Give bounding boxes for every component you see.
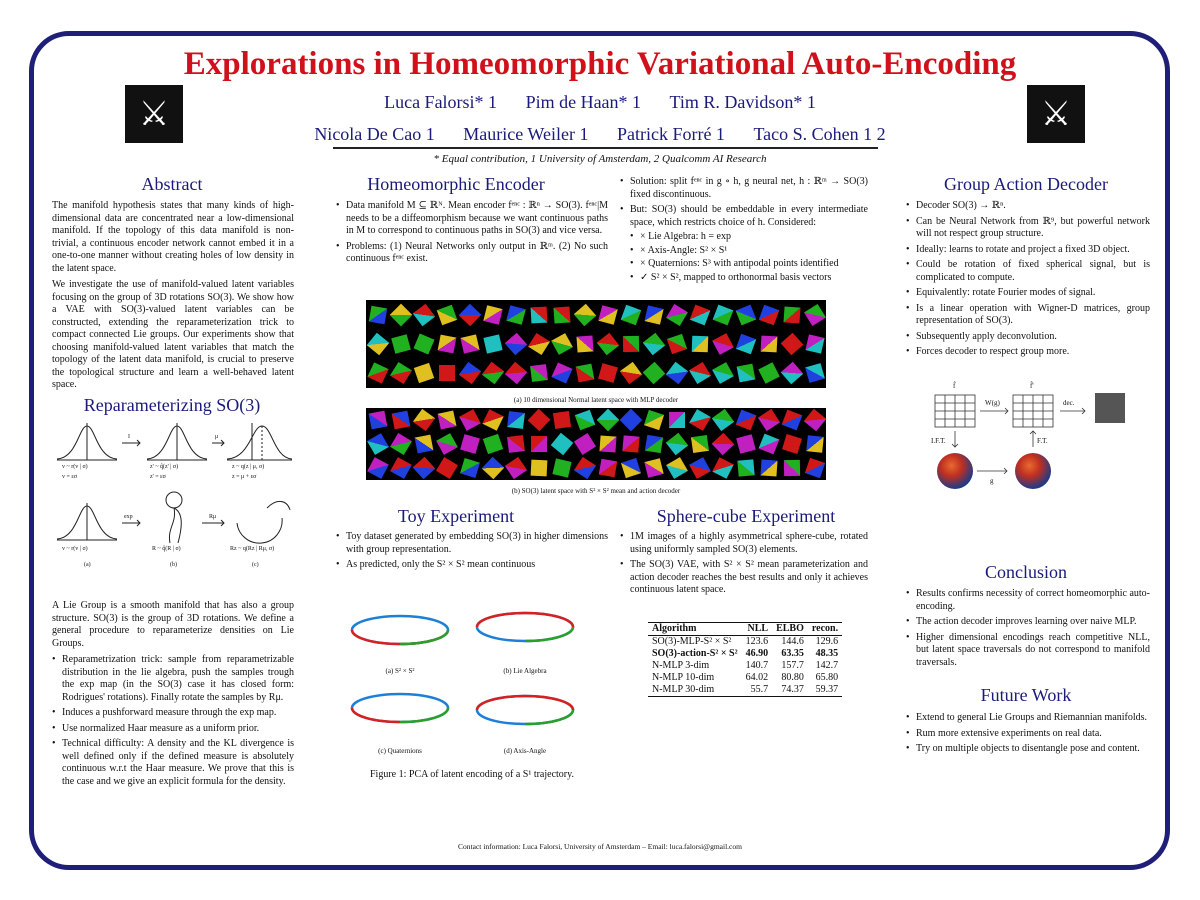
diagram-label: F.T.: [1037, 437, 1048, 445]
table-cell: 59.37: [815, 684, 839, 695]
latent-sample: [711, 409, 733, 431]
column-header: NLL: [747, 623, 769, 634]
spherical-signal: [937, 453, 973, 489]
latent-grid-b-caption: (b) SO(3) latent space with S² × S² mean and action decoder: [511, 487, 681, 495]
table-cell: 144.6: [781, 636, 804, 647]
latent-sample: [711, 433, 734, 456]
latent-sample: [735, 334, 756, 355]
rotated-spherical-signal: [1015, 453, 1051, 489]
abstract-paragraph: We investigate the use of manifold-valued latent variables focusing on the group of 3D rotations SO(3). We show how a VAE with SO(3)-valued latent variables can be constructed, extending the reparameterization trick to compact connected Lie groups. Our experiments show that choosing manifold-valued latent variables that match the topology of the latent data manifold, is crucial to preserve the topological structure and learn a well-behaved latent space.: [52, 279, 294, 390]
reparam-arrow-label: exp: [124, 514, 133, 520]
abstract-body: [52, 200, 294, 392]
reparam-panel-label: (a): [84, 562, 91, 568]
toy-heading: Toy Experiment: [397, 506, 515, 526]
table-cell: 55.7: [750, 684, 769, 695]
table-cell: 142.7: [815, 660, 839, 671]
latent-sample: [366, 333, 389, 356]
title-rule: [333, 147, 878, 149]
table-cell: SO(3)-action-S² × S²: [652, 648, 738, 659]
bullet-item: • Use normalized Haar measure as a uniform prior.: [52, 723, 294, 736]
latent-sample: [389, 303, 412, 326]
table-cell: 65.80: [815, 672, 839, 683]
table-row: [648, 636, 842, 649]
table-cell: 140.7: [745, 660, 769, 671]
bullet-item: • Can be Neural Network from ℝ⁹, but powerful network will not respect group structure.: [906, 216, 1150, 241]
reparam-label: Rz ~ q(Rz | Rμ, σ): [230, 546, 275, 552]
table-row: [648, 672, 842, 684]
reparam-bullets: [52, 654, 294, 788]
author: Tim R. Davidson* 1: [669, 92, 816, 112]
latent-sample: [551, 333, 573, 355]
latent-sample: [367, 433, 389, 455]
latent-sample: [506, 305, 526, 325]
decoder-body: [906, 200, 1150, 362]
latent-sample: [690, 435, 708, 453]
latent-sample: [507, 435, 525, 453]
column-header: recon.: [811, 623, 839, 634]
latent-sample: [803, 304, 825, 326]
abstract-paragraph: The manifold hypothesis states that many kinds of high-dimensional data are concentrated near a low-dimensional manifold. If the topology of this data manifold is non-trivial, a continuous encoder network cannot embed it in a one-to-one manner without creating holes of low density in the latent space.: [52, 200, 294, 274]
bullet-item: • Is a linear operation with Wigner-D matrices, group representation of SO(3).: [906, 303, 1150, 328]
latent-sample: [643, 410, 663, 430]
bullet-item: • Subsequently apply deconvolution.: [906, 331, 1150, 344]
diagram-label: f̂': [1030, 382, 1034, 390]
latent-sample: [758, 434, 779, 455]
reparam-arrow-label: Rμ: [209, 514, 217, 520]
latent-sample: [805, 363, 825, 383]
latent-sample: [781, 410, 802, 431]
latent-sample: [504, 362, 527, 385]
latent-sample: [573, 303, 596, 326]
latent-sample: [644, 435, 662, 453]
bullet-item: • 1M images of a highly asymmetrical sphere-cube, rotated using uniformly sampled SO(3) elements.: [620, 531, 868, 556]
latent-sample: [460, 334, 479, 353]
latent-sample: [436, 457, 458, 479]
latent-sample: [780, 362, 803, 385]
latent-sample: [804, 458, 824, 478]
latent-sample: [437, 335, 456, 354]
author: Pim de Haan* 1: [525, 92, 642, 112]
toy-panel-label: (d) Axis-Angle: [503, 747, 547, 755]
latent-grid-b: [366, 408, 826, 480]
latent-sample: [665, 362, 687, 384]
reparam-label: z = μ + εσ: [232, 474, 257, 480]
latent-sample: [389, 362, 411, 384]
bullet-item: • Technical difficulty: A density and the KL divergence is well defined only if the defined measure is absolutely continuous w.r.t the Haar measure. We prove that this is the case and we give an explicit formula for the density.: [52, 738, 294, 788]
conclusion-heading: Conclusion: [984, 562, 1067, 582]
toy-panel-label: (b) Lie Algebra: [503, 667, 547, 675]
latent-sample: [575, 364, 594, 383]
latent-sample: [551, 363, 572, 384]
reparam-diagram: [52, 418, 302, 578]
latent-sample: [530, 364, 548, 382]
latent-sample: [666, 304, 688, 326]
author: Patrick Forré 1: [616, 124, 725, 144]
bullet-item: • Rum more extensive experiments on real data.: [906, 728, 1150, 741]
latent-sample: [598, 363, 618, 383]
table-cell: 48.35: [815, 648, 839, 659]
reparam-label: z ~ q(z | μ, σ): [232, 464, 265, 470]
bullet-item: • Problems: (1) Neural Networks only output in ℝᵐ. (2) No such continuous fᵉⁿᶜ exist.: [336, 241, 608, 266]
latent-sample: [550, 433, 573, 456]
bullet-item: • Try on multiple objects to disentangle pose and content.: [906, 743, 1150, 756]
latent-sample: [530, 306, 547, 323]
bullet-item: • Data manifold M ⊆ ℝᴺ. Mean encoder fᵉⁿᶜ : ℝⁿ → SO(3). fᵉⁿᶜ|M needs to be a diffeomorphism because we want continuous paths in M to correspond to continuous paths in SO(3) and vice versa.: [336, 200, 608, 238]
latent-sample: [504, 457, 526, 479]
toy-bullets: [336, 531, 608, 572]
latent-sample: [665, 433, 687, 455]
bullet-item: • Ideally: learns to rotate and project a fixed 3D object.: [906, 244, 1150, 257]
latent-sample: [644, 458, 663, 477]
latent-sample: [596, 409, 619, 432]
conclusion-bullets: [906, 588, 1150, 669]
latent-sample: [368, 411, 387, 430]
latent-sample: [552, 411, 570, 429]
latent-sample: [735, 410, 756, 431]
latent-sample: [458, 303, 481, 326]
table-cell: N-MLP 3-dim: [652, 660, 710, 671]
reparam-label: R ~ q̂(R | σ): [152, 546, 181, 552]
latent-sample: [598, 459, 617, 478]
table-row: [648, 660, 842, 672]
future-heading: Future Work: [980, 685, 1072, 705]
latent-sample: [689, 362, 711, 384]
latent-sample: [504, 333, 527, 356]
latent-sample: [619, 409, 642, 432]
reparam-label: v ~ r(v | σ): [62, 546, 88, 552]
decoded-image: [1095, 393, 1125, 423]
university-logo-left: ⚔: [125, 85, 183, 143]
latent-sample: [642, 362, 665, 385]
figure-caption: Figure 1: PCA of latent encoding of a S¹ trajectory.: [370, 769, 574, 780]
latent-sample: [368, 305, 387, 324]
latent-sample: [412, 303, 434, 325]
authors-row-2: [0, 124, 1200, 145]
latent-sample: [758, 363, 780, 385]
latent-sample: [391, 411, 410, 430]
reparam-panel-label: (c): [252, 562, 259, 568]
latent-sample: [482, 434, 502, 454]
latent-sample: [390, 433, 412, 455]
latent-sample: [573, 433, 595, 455]
bullet-item: • The action decoder improves learning over naive MLP.: [906, 616, 1150, 629]
table-cell: 64.02: [745, 672, 769, 683]
latent-sample: [458, 362, 480, 384]
decoder-heading: Group Action Decoder: [944, 174, 1108, 194]
latent-sample: [527, 333, 549, 355]
latent-sample: [666, 334, 686, 354]
diagram-label: g: [990, 477, 994, 485]
latent-sample: [574, 410, 595, 431]
diagram-label: f̂: [953, 382, 956, 390]
latent-sample: [460, 434, 480, 454]
abstract-heading: Abstract: [141, 174, 203, 194]
latent-sample: [689, 457, 711, 479]
table-cell: 123.6: [745, 636, 769, 647]
latent-sample: [413, 363, 433, 383]
reparam-arrow-label: μ: [215, 434, 219, 440]
latent-sample: [737, 459, 754, 476]
reparam-heading: Reparameterizing SO(3): [83, 395, 261, 415]
sphere-heading: Sphere-cube Experiment: [656, 506, 836, 526]
latent-sample: [642, 333, 664, 355]
table-cell: N-MLP 30-dim: [652, 684, 715, 695]
latent-sample: [619, 362, 641, 384]
option-item: • × Axis-Angle: S² × S¹: [630, 245, 868, 258]
author: Luca Falorsi* 1: [384, 92, 498, 112]
latent-sample: [712, 333, 734, 355]
authors-row-1: [0, 92, 1200, 113]
latent-sample: [712, 304, 733, 325]
latent-sample: [573, 457, 595, 479]
latent-grid-a: [366, 300, 826, 388]
bullet-item: • Decoder SO(3) → ℝⁿ.: [906, 200, 1150, 213]
bullet-item: • Results confirms necessity of correct homeomorphic auto-encoding.: [906, 588, 1150, 613]
latent-sample: [760, 459, 777, 476]
latent-grid-a-caption: (a) 10 dimensional Normal latent space with MLP decoder: [513, 396, 679, 404]
latent-sample: [805, 334, 824, 353]
table-header-row: [648, 623, 842, 636]
encoder-bullets: [336, 200, 608, 266]
latent-sample: [803, 409, 826, 432]
option-item: • × Quaternions: S³ with antipodal points identified: [630, 258, 868, 271]
latent-sample: [367, 457, 389, 479]
latent-sample: [782, 434, 802, 454]
latent-sample: [806, 435, 824, 453]
bullet-item: • As predicted, only the S² × S² mean continuous: [336, 559, 608, 572]
table-cell: 46.90: [745, 648, 769, 659]
results-table: [648, 622, 842, 697]
latent-sample: [735, 304, 756, 325]
encoder-solution: [620, 176, 868, 287]
bullet-item: • Higher dimensional encodings reach competitive NLL, but latent space traversals do not correspond to manifold traversals.: [906, 632, 1150, 670]
latent-sample: [599, 435, 616, 452]
latent-sample: [620, 304, 641, 325]
column-header: Algorithm: [652, 623, 697, 634]
latent-sample: [598, 305, 618, 325]
latent-sample: [481, 457, 504, 480]
sphere-body: [620, 531, 868, 600]
latent-sample: [483, 305, 502, 324]
future-bullets: [906, 712, 1150, 756]
latent-sample: [712, 362, 734, 384]
bullet-item: • Forces decoder to respect group more.: [906, 346, 1150, 359]
latent-sample: [689, 409, 711, 431]
bullet-item: • Reparametrization trick: sample from reparametrizable distribution in the lie algebra, push the samples trough the exp map (in the SO(3) case it has closed form: Rodrigues' rotations). Finally rotate the samples by Rμ.: [52, 654, 294, 704]
latent-sample: [413, 334, 434, 355]
bullet-item: • Induces a pushforward measure through the exp map.: [52, 707, 294, 720]
diagram-label: I.F.T.: [931, 437, 946, 445]
diagram-label: dec.: [1063, 399, 1075, 407]
author: Maurice Weiler 1: [463, 124, 589, 144]
latent-sample: [622, 336, 638, 352]
encoder-body: [336, 200, 608, 269]
latent-sample: [531, 436, 547, 452]
table-cell: 157.7: [781, 660, 804, 671]
latent-sample: [736, 364, 755, 383]
latent-sample: [666, 457, 688, 479]
latent-sample: [780, 333, 803, 356]
latent-sample: [757, 409, 779, 431]
latent-sample: [760, 336, 777, 353]
latent-sample: [414, 435, 433, 454]
contact-info: Contact information: Luca Falorsi, University of Amsterdam – Email: luca.falorsi@gmail.com: [458, 842, 742, 851]
latent-sample: [437, 411, 456, 430]
toy-pca-figure: [340, 585, 590, 760]
decoder-bullets: [906, 200, 1150, 359]
table-cell: 74.37: [781, 684, 804, 695]
reparam-body: [52, 600, 294, 791]
bullet-item: • Extend to general Lie Groups and Riemannian manifolds.: [906, 712, 1150, 725]
toy-body: [336, 531, 608, 575]
latent-sample: [596, 333, 618, 355]
latent-sample: [436, 433, 458, 455]
latent-sample: [644, 305, 663, 324]
bullet-item: • The SO(3) VAE, with S² × S² mean parameterization and action decoder reaches the best results and only it achieves continuous latent space.: [620, 559, 868, 597]
bullet-text: But: SO(3) should be embeddable in every intermediate space, which restricts choice of h. Considered:: [630, 204, 868, 228]
reparam-arrow-label: I: [128, 434, 130, 440]
reparam-label: v ~ r(v | σ): [62, 464, 88, 470]
latent-sample: [459, 409, 481, 431]
latent-sample: [620, 458, 640, 478]
bullet-item: • Solution: split fᵉⁿᶜ in g ∘ h, g neural net, h : ℝᵐ → SO(3) fixed discontinuous.: [620, 176, 868, 201]
latent-sample: [783, 460, 799, 476]
latent-sample: [552, 458, 571, 477]
reparam-panel-label: (b): [170, 562, 177, 568]
latent-sample: [507, 411, 525, 429]
latent-sample: [481, 362, 503, 384]
solution-bullets: [620, 176, 868, 284]
latent-sample: [412, 457, 435, 480]
latent-sample: [691, 336, 708, 353]
latent-sample: [439, 365, 455, 381]
latent-sample: [758, 304, 779, 325]
bullet-item: • Equivalently: rotate Fourier modes of signal.: [906, 287, 1150, 300]
reparam-label: z' = εσ: [150, 474, 166, 480]
latent-sample: [576, 335, 593, 352]
author: Taco S. Cohen 1 2: [753, 124, 886, 144]
bullet-item: • Could be rotation of fixed spherical signal, but is complicated to compute.: [906, 259, 1150, 284]
table-cell: 63.35: [781, 648, 804, 659]
option-item: • × Lie Algebra: h = exp: [630, 231, 868, 244]
latent-sample: [736, 434, 756, 454]
latent-sample: [460, 458, 480, 478]
latent-sample: [622, 435, 639, 452]
option-item: • ✓ S² × S², mapped to orthonormal basis vectors: [630, 272, 868, 285]
latent-sample: [483, 334, 502, 353]
affiliation: * Equal contribution, 1 University of Amsterdam, 2 Qualcomm AI Research: [433, 153, 767, 165]
latent-sample: [412, 409, 434, 431]
future-body: [906, 712, 1150, 759]
conclusion-body: [906, 588, 1150, 672]
latent-sample: [367, 363, 388, 384]
latent-sample: [482, 409, 503, 430]
diagram-label: W(g): [985, 399, 1000, 407]
encoder-heading: Homeomorphic Encoder: [367, 174, 545, 194]
latent-sample: [390, 457, 412, 479]
latent-sample: [527, 409, 550, 432]
latent-sample: [783, 306, 800, 323]
option-list: [630, 231, 868, 284]
table-row: [648, 648, 842, 660]
latent-sample: [689, 304, 710, 325]
university-logo-right: ⚔: [1027, 85, 1085, 143]
table-cell: 129.6: [815, 636, 839, 647]
table-row: [648, 684, 842, 697]
author: Nicola De Cao 1: [314, 124, 435, 144]
latent-sample: [391, 334, 411, 354]
decoder-diagram: [925, 375, 1135, 495]
reparam-label: v = εσ: [62, 474, 78, 480]
latent-sample: [669, 412, 685, 428]
toy-panel-label: (a) S² × S²: [385, 667, 415, 675]
table-cell: SO(3)-MLP-S² × S²: [652, 636, 732, 647]
reparam-label: z' ~ q̂(z' | σ): [150, 464, 179, 470]
bullet-item: • Toy dataset generated by embedding SO(3) in higher dimensions with group representation.: [336, 531, 608, 556]
table-cell: 80.80: [781, 672, 804, 683]
latent-sample: [530, 460, 547, 477]
latent-sample: [436, 304, 457, 325]
bullet-item: [620, 204, 868, 284]
poster-title: Explorations in Homeomorphic Variational Auto-Encoding: [183, 46, 1017, 82]
sphere-bullets: [620, 531, 868, 597]
toy-panel-label: (c) Quaternions: [378, 747, 422, 755]
table-cell: N-MLP 10-dim: [652, 672, 715, 683]
column-header: ELBO: [776, 623, 804, 634]
latent-sample: [553, 306, 570, 323]
reparam-paragraph: A Lie Group is a smooth manifold that has also a group structure. SO(3) is the group of 3D rotations. We define a general procedure to reparameterize densities on Lie Groups.: [52, 600, 294, 649]
latent-sample: [712, 457, 734, 479]
